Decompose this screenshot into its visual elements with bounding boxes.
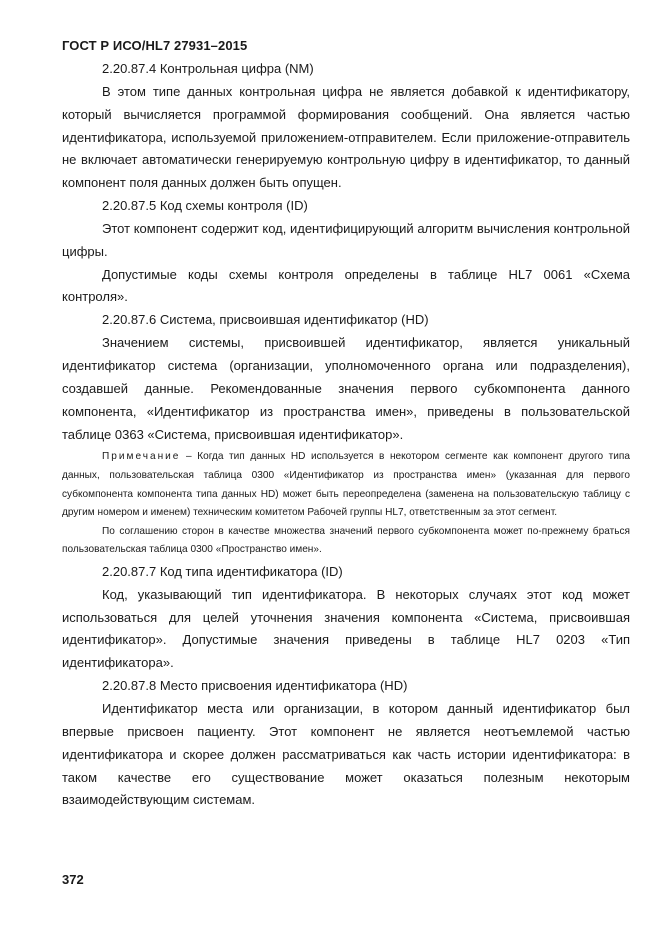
paragraph: В этом типе данных контрольная цифра не является добавкой к идентификатору, который вычисляется программой формирования сообщений. Она является частью идентификатора, используемой приложением-отправителем. Если приложение-отправитель не включает автоматически генерируемую контрольную цифру в идентификатор, то данный компонент поля данных должен быть опущен. xyxy=(62,83,630,191)
paragraph: Код, указывающий тип идентификатора. В некоторых случаях этот код может использоваться для целей уточнения значения компонента «Система, присвоившая идентификатор». Допустимые значения приведены в таблице HL7 0203 «Тип идентификатора». xyxy=(62,586,630,671)
paragraph: Идентификатор места или организации, в котором данный идентификатор был впервые присвоен пациенту. Этот компонент не является неотъемлемой частью идентификатора и скорее должен рассматриваться как часть истории идентификатора: в таком качестве его существование может оказаться полезным некоторым взаимодействующим системам. xyxy=(62,700,630,808)
document-body xyxy=(62,58,630,812)
section-heading-2-20-87-6: 2.20.87.6 Система, присвоившая идентификатор (HD) xyxy=(102,312,429,328)
note-block xyxy=(62,448,630,560)
paragraph: Значением системы, присвоившей идентификатор, является уникальный идентификатор система (организации, уполномоченного органа или подразделения), создавшей данные. Рекомендованные значения первого субкомпонента данного компонента, «Идентификатор из пространства имен», приведены в пользовательской таблице 0363 «Система, присвоившая идентификатор». xyxy=(62,335,630,442)
note-paragraph xyxy=(62,448,630,522)
note-text: – Когда тип данных HD используется в некотором сегменте как компонент другого типа данных, пользовательская таблица 0300 «Идентификатор из пространства имен» (указанная для первого субкомпонента компонента типа данных HD) может быть переопределена (заменена на пользовательскую таблицу с другим номером и именем) техническим комитетом Рабочей группы HL7, ответственным за этот сегмент. xyxy=(62,451,630,519)
section-heading-2-20-87-5: 2.20.87.5 Код схемы контроля (ID) xyxy=(102,198,308,214)
page-number: 372 xyxy=(62,872,84,887)
section-heading-2-20-87-4: 2.20.87.4 Контрольная цифра (NM) xyxy=(102,61,314,76)
note-label: Примечание xyxy=(102,451,181,463)
document-header: ГОСТ Р ИСО/HL7 27931–2015 xyxy=(62,38,248,53)
paragraph: Этот компонент содержит код, идентифицирующий алгоритм вычисления контрольной цифры. xyxy=(62,220,630,259)
section-heading-2-20-87-7: 2.20.87.7 Код типа идентификатора (ID) xyxy=(102,563,343,579)
section-heading-2-20-87-8: 2.20.87.8 Место присвоения идентификатора (HD) xyxy=(102,678,408,694)
note-paragraph-2: По соглашению сторон в качестве множества значений первого субкомпонента может по-прежнему браться пользовательская таблица 0300 «Пространство имен». xyxy=(62,525,630,556)
paragraph: Допустимые коды схемы контроля определены в таблице HL7 0061 «Схема контроля». xyxy=(62,266,630,305)
